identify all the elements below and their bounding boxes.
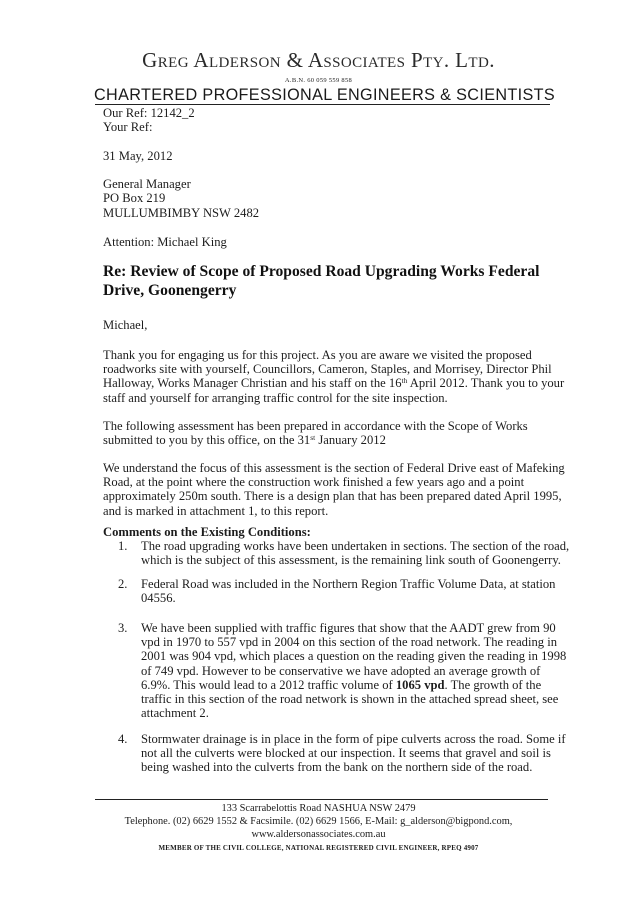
paragraph-line: roadworks site with yourself, Councillors, Cameron, Staples, and Morrisey, Director Phil [103, 362, 552, 377]
traffic-volume-value: 1065 vpd [395, 677, 445, 692]
letterhead-divider [95, 104, 550, 105]
list-line: which is the subject of this assessment, is the remaining link south of Goonengerry. [141, 553, 561, 568]
list-number: 1. [118, 539, 128, 553]
text-segment: April 2012. Thank you to your [407, 376, 565, 391]
text-segment: January 2012 [315, 433, 386, 448]
list-line: The road upgrading works have been undertaken in sections. The section of the road, [141, 539, 570, 553]
subject-heading [103, 263, 543, 300]
footer-website: www.aldersonassociates.com.au [251, 829, 386, 840]
list-line: vpd in 1970 to 557 vpd in 2004 on this section of the road network. The reading in [141, 635, 557, 650]
footer-contact: Telephone. (02) 6629 1552 & Facsimile. (02) 6629 1566, E-Mail: g_alderson@bigpond.com, [124, 816, 513, 827]
subject-line-1: Re: Review of Scope of Proposed Road Upgrading Works Federal [103, 263, 540, 280]
list-line: being washed into the culverts from the bank on the northern side of the road. [141, 760, 533, 775]
abn-number: A.B.N. 60 059 559 858 [284, 77, 353, 84]
your-reference: Your Ref: [103, 120, 153, 134]
company-subtitle: CHARTERED PROFESSIONAL ENGINEERS & SCIENTISTS [94, 86, 555, 104]
paragraph-focus [103, 461, 565, 518]
list-item-body [141, 577, 556, 606]
attention-line: Attention: Michael King [103, 235, 227, 249]
subject-line-2: Drive, Goonengerry [103, 281, 237, 299]
list-line: We have been supplied with traffic figures that show that the AADT grew from 90 [141, 621, 556, 635]
text-segment: . The growth of the [444, 677, 542, 692]
paragraph-line: Thank you for engaging us for this project. As you are aware we visited the proposed [103, 348, 532, 362]
list-line [141, 678, 551, 692]
list-number: 3. [118, 621, 128, 635]
list-number: 2. [118, 577, 128, 591]
salutation: Michael, [103, 318, 148, 332]
paragraph-line: Road, at the point where the construction work finished a few years ago and a point [103, 475, 525, 490]
letter-date: 31 May, 2012 [103, 149, 173, 163]
company-name: Greg Alderson & Associates Pty. Ltd. [142, 48, 495, 72]
paragraph-line: approximately 250m south. There is a design plan that has been prepared dated April 1995, [103, 489, 562, 504]
list-line: of 749 vpd. However to be conservative we have adopted an average growth of [141, 663, 541, 678]
list-line: traffic in this section of the road network is shown in the attached spread sheet, see [141, 692, 559, 707]
list-line: not all the culverts were blocked at our inspection. It seems that gravel and soil is [141, 746, 551, 761]
our-reference: Our Ref: 12142_2 [103, 106, 195, 120]
ordinal-suffix: th [401, 376, 408, 386]
list-line: 2001 was 904 vpd, which places a question on the reading given the reading in 1998 [141, 649, 567, 664]
text-segment: submitted to you by this office, on the 31 [103, 433, 311, 448]
recipient-line-1: General Manager [103, 177, 191, 191]
paragraph-line: We understand the focus of this assessment is the section of Federal Drive east of Mafeking [103, 461, 565, 475]
ordinal-suffix: st [310, 433, 316, 443]
paragraph-intro [103, 348, 565, 405]
paragraph-scope [103, 419, 533, 447]
list-line: Federal Road was included in the Northern Region Traffic Volume Data, at station [141, 577, 556, 591]
paragraph-line: and is marked in attachment 1, to this report. [103, 503, 329, 518]
comments-heading: Comments on the Existing Conditions: [103, 525, 311, 539]
list-item-body [141, 621, 567, 721]
text-segment: Halloway, Works Manager Christian and his staff on the 16 [103, 376, 402, 391]
list-item-body [141, 539, 570, 568]
list-line: Stormwater drainage is in place in the form of pipe culverts across the road. Some if [141, 732, 566, 746]
paragraph-line [103, 376, 565, 391]
paragraph-line [103, 433, 533, 447]
recipient-line-2: PO Box 219 [103, 191, 166, 205]
list-line: 04556. [141, 591, 176, 606]
list-number: 4. [118, 732, 128, 746]
footer-address: 133 Scarrabelottis Road NASHUA NSW 2479 [221, 803, 416, 814]
list-line: attachment 2. [141, 706, 209, 721]
paragraph-line: staff and yourself for arranging traffic control for the site inspection. [103, 390, 448, 405]
recipient-line-3: MULLUMBIMBY NSW 2482 [103, 206, 260, 220]
footer-divider [95, 799, 548, 800]
list-item-body [141, 732, 566, 775]
footer-membership: MEMBER OF THE CIVIL COLLEGE, NATIONAL REGISTERED CIVIL ENGINEER, RPEQ 4907 [158, 844, 479, 852]
text-segment: 6.9%. This would lead to a 2012 traffic volume of [141, 677, 396, 692]
paragraph-line: The following assessment has been prepared in accordance with the Scope of Works [103, 419, 528, 433]
